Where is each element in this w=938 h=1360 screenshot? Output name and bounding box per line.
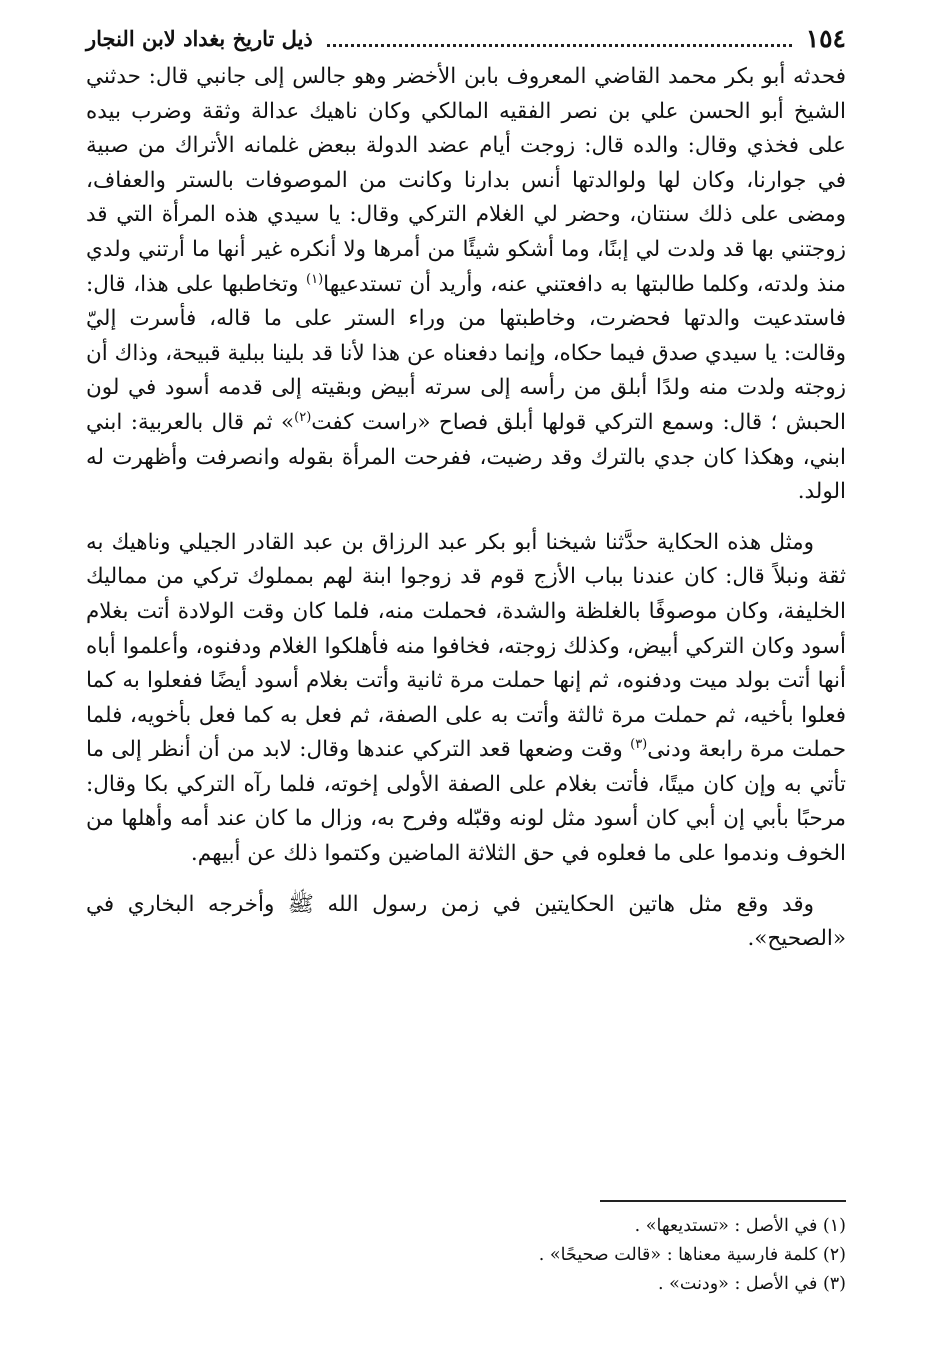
running-title: ذيل تاريخ بغداد لابن النجار (86, 25, 313, 51)
main-text (86, 60, 846, 957)
paragraph-2-text-b: وقت وضعها قعد التركي عندها وقال: لابد من أن أنظر إلى ما تأتي به وإن كان ميتًا، فأتت بغلام على الصفة الأولى إخوته، فلما رآه التركي بكا وقال: مرحبًا بأبي إن أبي كان أسود مثل لونه وقبّله وفرح به، وزال ما كان عند أمه وأهلها من الخوف وندموا على ما فعلوه في حق الثلاثة الماضين وكتموا ذلك عن أبيهم. (86, 737, 846, 867)
footnote-ref-1: (١) (306, 271, 324, 287)
paragraph-3-text: وقد وقع مثل هاتين الحكايتين في زمن رسول الله ﷺ وأخرجه البخاري في «الصحيح». (86, 891, 846, 952)
footnotes (86, 1212, 846, 1299)
page-number: ١٥٤ (805, 23, 846, 53)
paragraph-2 (86, 526, 846, 872)
paragraph-1-text-a: فحدثه أبو بكر محمد القاضي المعروف بابن الأخضر وهو جالس إلى جانبي قال: حدثني الشيخ أبو الحسن علي بن نصر الفقيه المالكي وكان ناهيك عدالة وثقة وضرب بيده على فخذي وقال: والده قال: زوجت أيام عضد الدولة ببعض غلمانه الأتراك من صبية في جوارنا، وكان لها ولوالدتها أنس بدارنا وكانت من الموصوفات بالستر والعفاف، ومضى على ذلك سنتان، وحضر لي الغلام التركي وقال: يا سيدي هذه المرأة التي قد زوجتني بها قد ولدت لي إبنًا، وما أشكو شيئًا من أمرها ولا أنكره غير أنها ما أرتني ولدي منذ ولدته، وكلما طالبتها به دافعتني عنه، وأريد أن تستدعيها (86, 64, 846, 297)
footnote-3: (٣) في الأصل : «ودنت» . (658, 1274, 846, 1294)
footnote-ref-3: (٣) (630, 737, 648, 753)
page-header (86, 18, 846, 58)
footnote-2: (٢) كلمة فارسية معناها : «قالت صحيحًا» . (538, 1245, 846, 1265)
footnote-1: (١) في الأصل : «تستديعها» . (634, 1216, 846, 1236)
paragraph-1 (86, 60, 846, 510)
paragraph-1-text-b: وتخاطبها على هذا، قال: فاستدعيت والدتها فحضرت، وخاطبتها من وراء الستر على ما قاله، فأسرت إليّ وقالت: يا سيدي صدق فيما حكاه، وإنما دفعناه عن هذا لأنا قد بلينا ببلية قبيحة، وذاك أن زوجته ولدت منه ولدًا أبلق من رأسه إلى سرته أبيض وبقيته إلى قدمه أسود في لون الحبش ؛ قال: وسمع التركي قولها أبلق فصاح «راست كفت (86, 271, 847, 435)
footnote-ref-2: (٢) (294, 409, 312, 425)
header-dotted-leader (327, 30, 792, 47)
paragraph-3 (86, 888, 846, 957)
paragraph-1-text-c: » ثم قال بالعربية: ابني ابني، وهكذا كان جدي بالترك وقد رضيت، ففرحت المرأة بقوله وانصرفت وأظهرت له الولد. (86, 409, 846, 505)
footnote-separator (600, 1200, 846, 1202)
paragraph-2-text-a: ومثل هذه الحكاية حدَّثنا شيخنا أبو بكر عبد الرزاق بن عبد القادر الجيلي وناهيك به ثقة ونبلاً قال: كان عندنا بباب الأزج قوم قد زوجوا ابنة لهم بمملوك تركي من مماليك الخليفة، وكان موصوفًا بالغلظة والشدة، فحملت منه، فلما كان وقت الولادة أتت بغلام أسود وكان التركي أبيض، وكذلك زوجته، فخافوا منه فأهلكوا الغلام ودفنوه، وأعلموا أباه أنها أتت بولد ميت ودفنوه، ثم إنها حملت مرة ثانية وأتت بغلام أسود أيضًا ففعلوا به كما فعلوا بأخيه، ثم حملت مرة ثالثة وأتت به على الصفة، ثم فعل به كما فعل بأخويه، فلما حملت مرة رابعة ودنى (86, 529, 846, 763)
